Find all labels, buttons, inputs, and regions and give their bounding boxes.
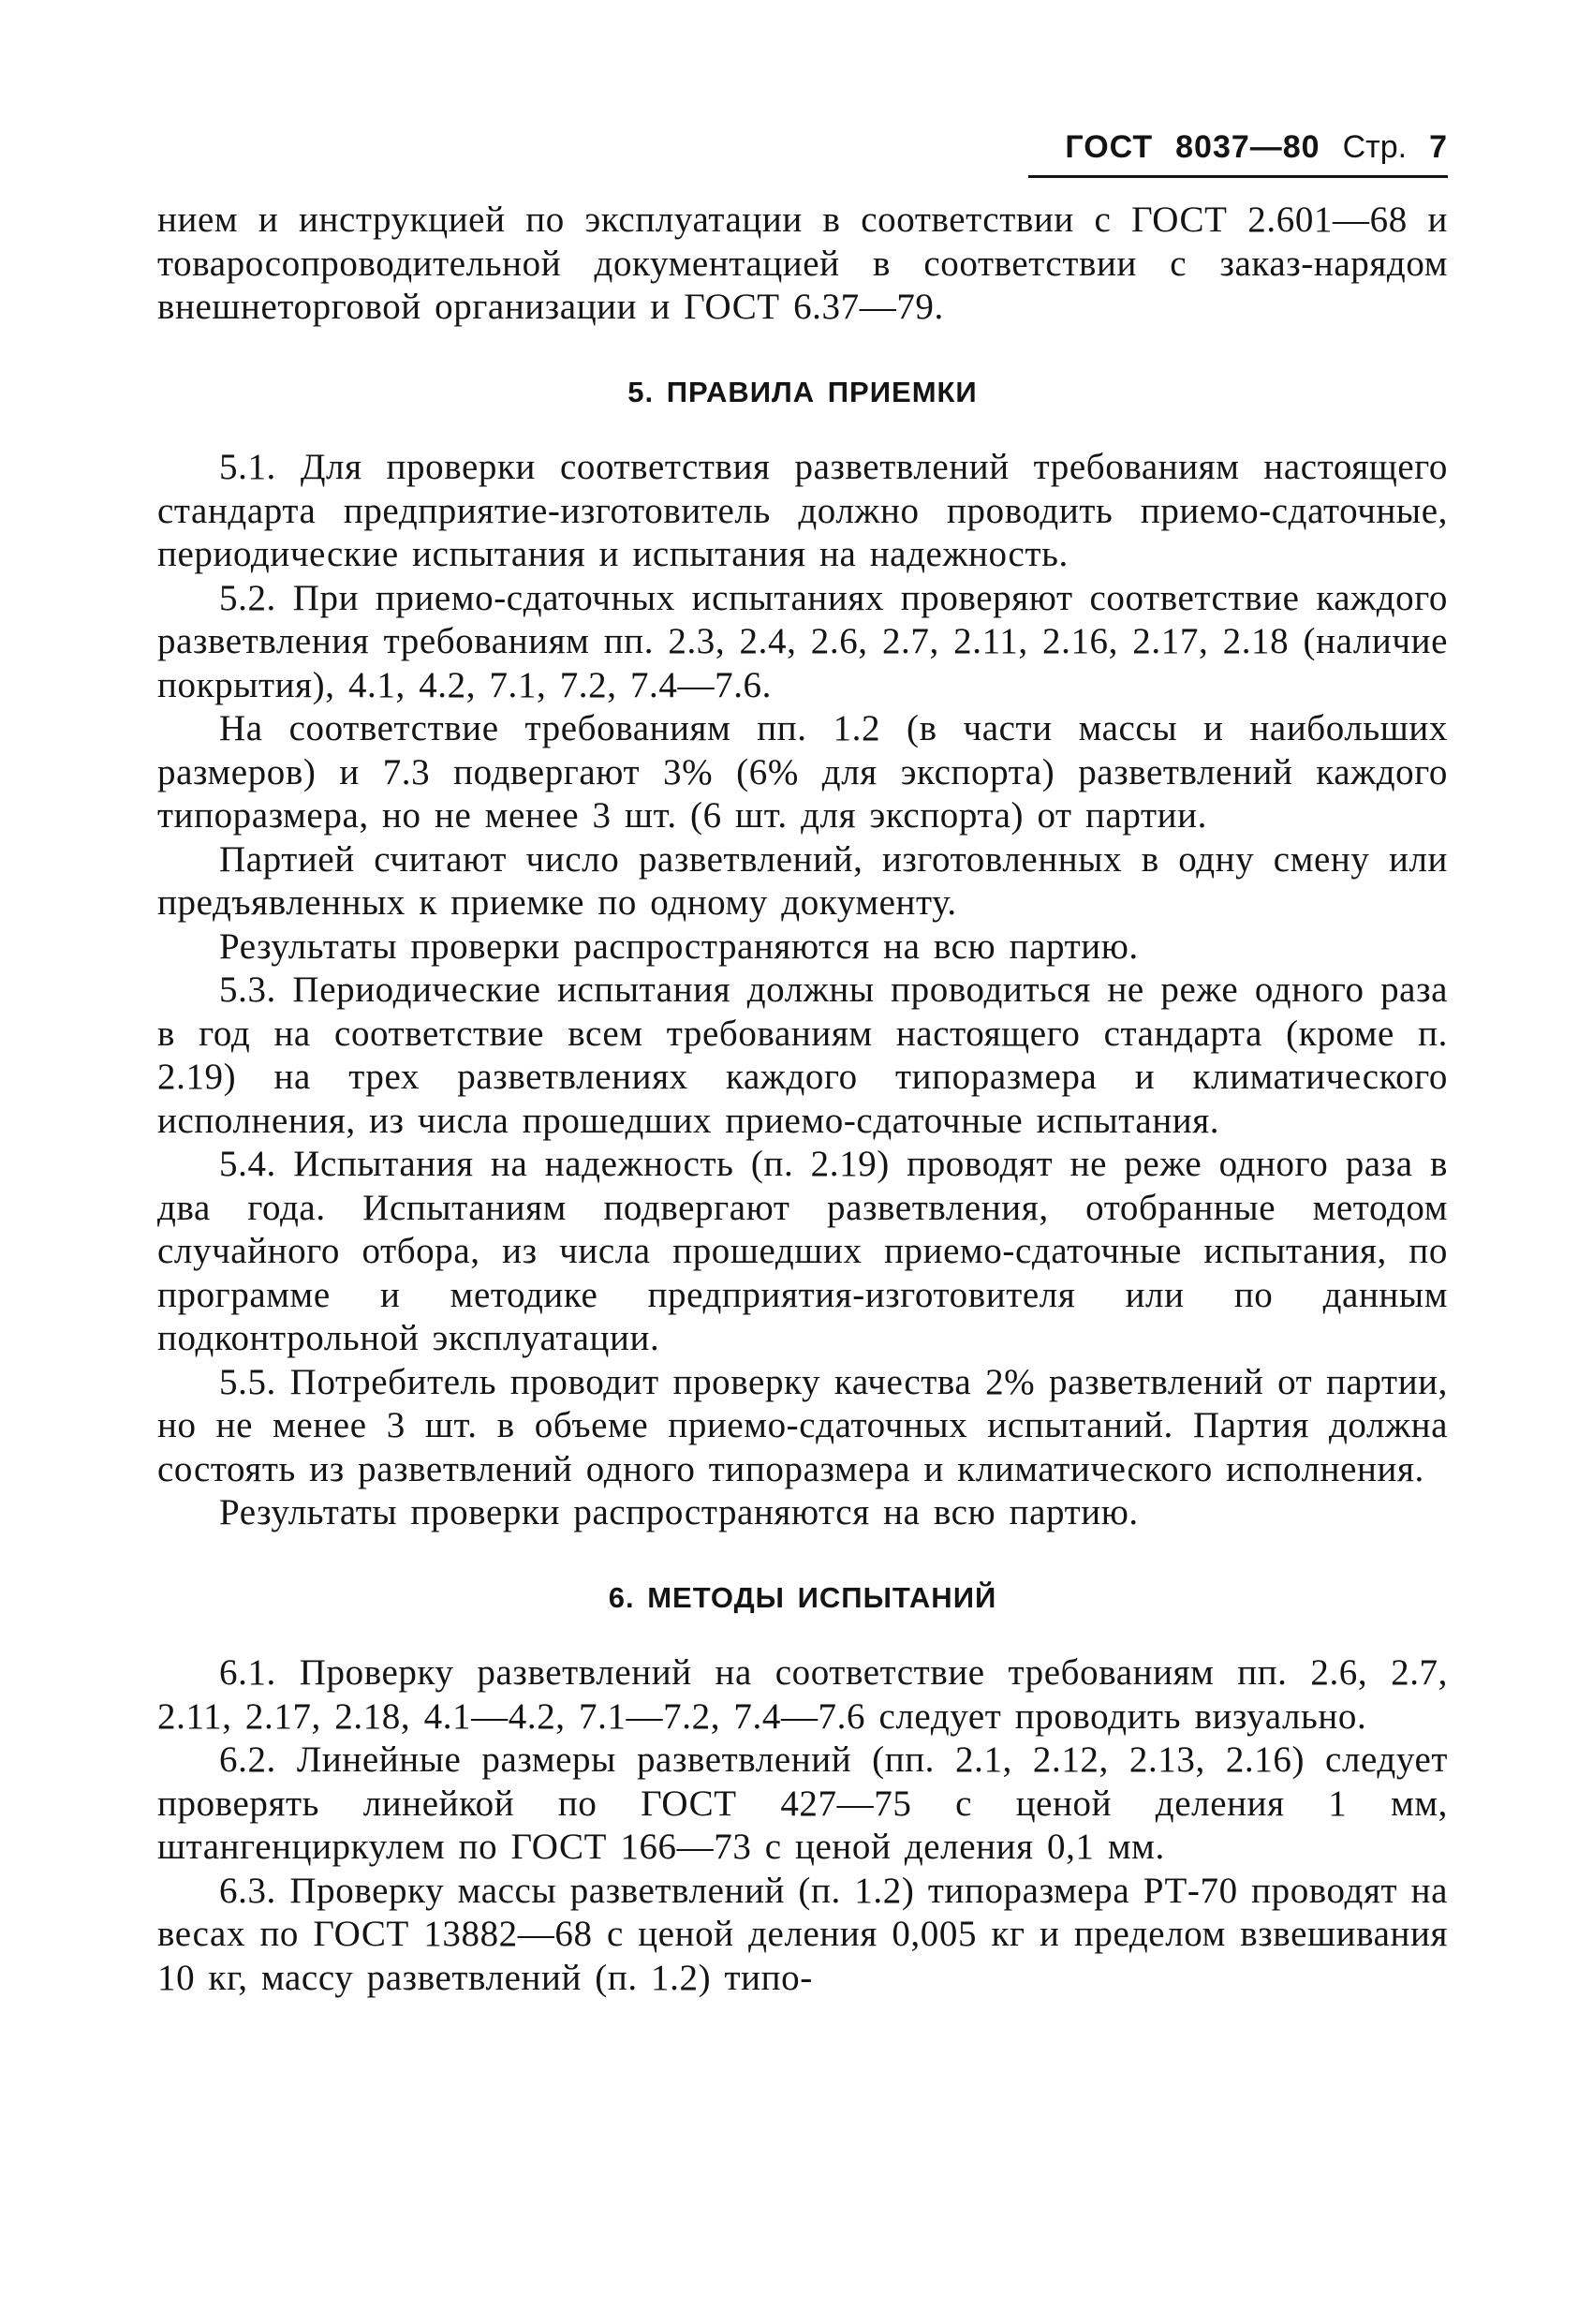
paragraph-5-2-batch: Партией считают число разветвлений, изготовленных в одну смену или предъявленных к приемке по одному документу. — [157, 838, 1448, 923]
document-page — [157, 129, 1448, 2000]
paragraph-5-5-results: Результаты проверки распространяются на всю партию. — [219, 1492, 1139, 1532]
paragraph-5-1: 5.1. Для проверки соответствия разветвлений требованиям настоящего стандарта предприятие-изготовитель должно проводить приемо-сдаточные, периодические испытания и испытания на надежность. — [157, 447, 1448, 574]
page-label: Стр. — [1342, 129, 1408, 165]
paragraph-5-2-sample: На соответствие требованиям пп. 1.2 (в части массы и наибольших размеров) и 7.3 подвергают 3% (6% для экспорта) разветвлений каждого типоразмера, но не менее 3 шт. (6 шт. для экспорта) от партии. — [157, 708, 1448, 836]
paragraph-5-2-results: Результаты проверки распространяются на всю партию. — [219, 925, 1139, 967]
intro-paragraph: нием и инструкцией по эксплуатации в соответствии с ГОСТ 2.601—68 и товаросопроводительной документацией в соответствии с заказ-нарядом внешнеторговой организации и ГОСТ 6.37—79. — [157, 200, 1448, 327]
standard-number: 8037—80 — [1175, 129, 1320, 165]
paragraph-5-4: 5.4. Испытания на надежность (п. 2.19) проводят не реже одного раза в два года. Испытаниям подвергают разветвления, отобранные методом случайного отбора, из числа прошедших приемо-сдаточные испытания, по программе и методике предприятия-изготовителя или по данным подконтрольной эксплуатации. — [157, 1144, 1448, 1358]
paragraph-5-5: 5.5. Потребитель проводит проверку качества 2% разветвлений от партии, но не менее 3 шт. в объеме приемо-сдаточных испытаний. Партия должна состоять из разветвлений одного типоразмера и климатического исполнения. — [157, 1361, 1448, 1489]
section-5-title: 5. ПРАВИЛА ПРИЕМКИ — [627, 375, 978, 408]
paragraph-6-2: 6.2. Линейные размеры разветвлений (пп. 2.1, 2.12, 2.13, 2.16) следует проверять линейкой по ГОСТ 427—75 с ценой деления 1 мм, штангенциркулем по ГОСТ 166—73 с ценой деления 0,1 мм. — [157, 1739, 1448, 1867]
paragraph-6-3: 6.3. Проверку массы разветвлений (п. 1.2) типоразмера РТ-70 проводят на весах по ГОСТ 13882—68 с ценой деления 0,005 кг и пределом взвешивания 10 кг, массу разветвлений (п. 1.2) типо- — [157, 1870, 1448, 1998]
body-text — [157, 199, 1448, 2000]
running-header — [1028, 129, 1448, 178]
section-6-title: 6. МЕТОДЫ ИСПЫТАНИЙ — [608, 1580, 997, 1614]
paragraph-6-1: 6.1. Проверку разветвлений на соответствие требованиям пп. 2.6, 2.7, 2.11, 2.17, 2.18, 4.1—4.2, 7.1—7.2, 7.4—7.6 следует проводить визуально. — [157, 1652, 1448, 1737]
page-number: 7 — [1429, 129, 1448, 165]
paragraph-5-2: 5.2. При приемо-сдаточных испытаниях проверяют соответствие каждого разветвления требованиям пп. 2.3, 2.4, 2.6, 2.7, 2.11, 2.16, 2.17, 2.18 (наличие покрытия), 4.1, 4.2, 7.1, 7.2, 7.4—7.6. — [157, 577, 1448, 705]
standard-label: ГОСТ — [1065, 129, 1154, 165]
paragraph-5-3: 5.3. Периодические испытания должны проводиться не реже одного раза в год на соответствие всем требованиям настоящего стандарта (кроме п. 2.19) на трех разветвлениях каждого типоразмера и климатического исполнения, из числа прошедших приемо-сдаточные испытания. — [157, 970, 1448, 1141]
